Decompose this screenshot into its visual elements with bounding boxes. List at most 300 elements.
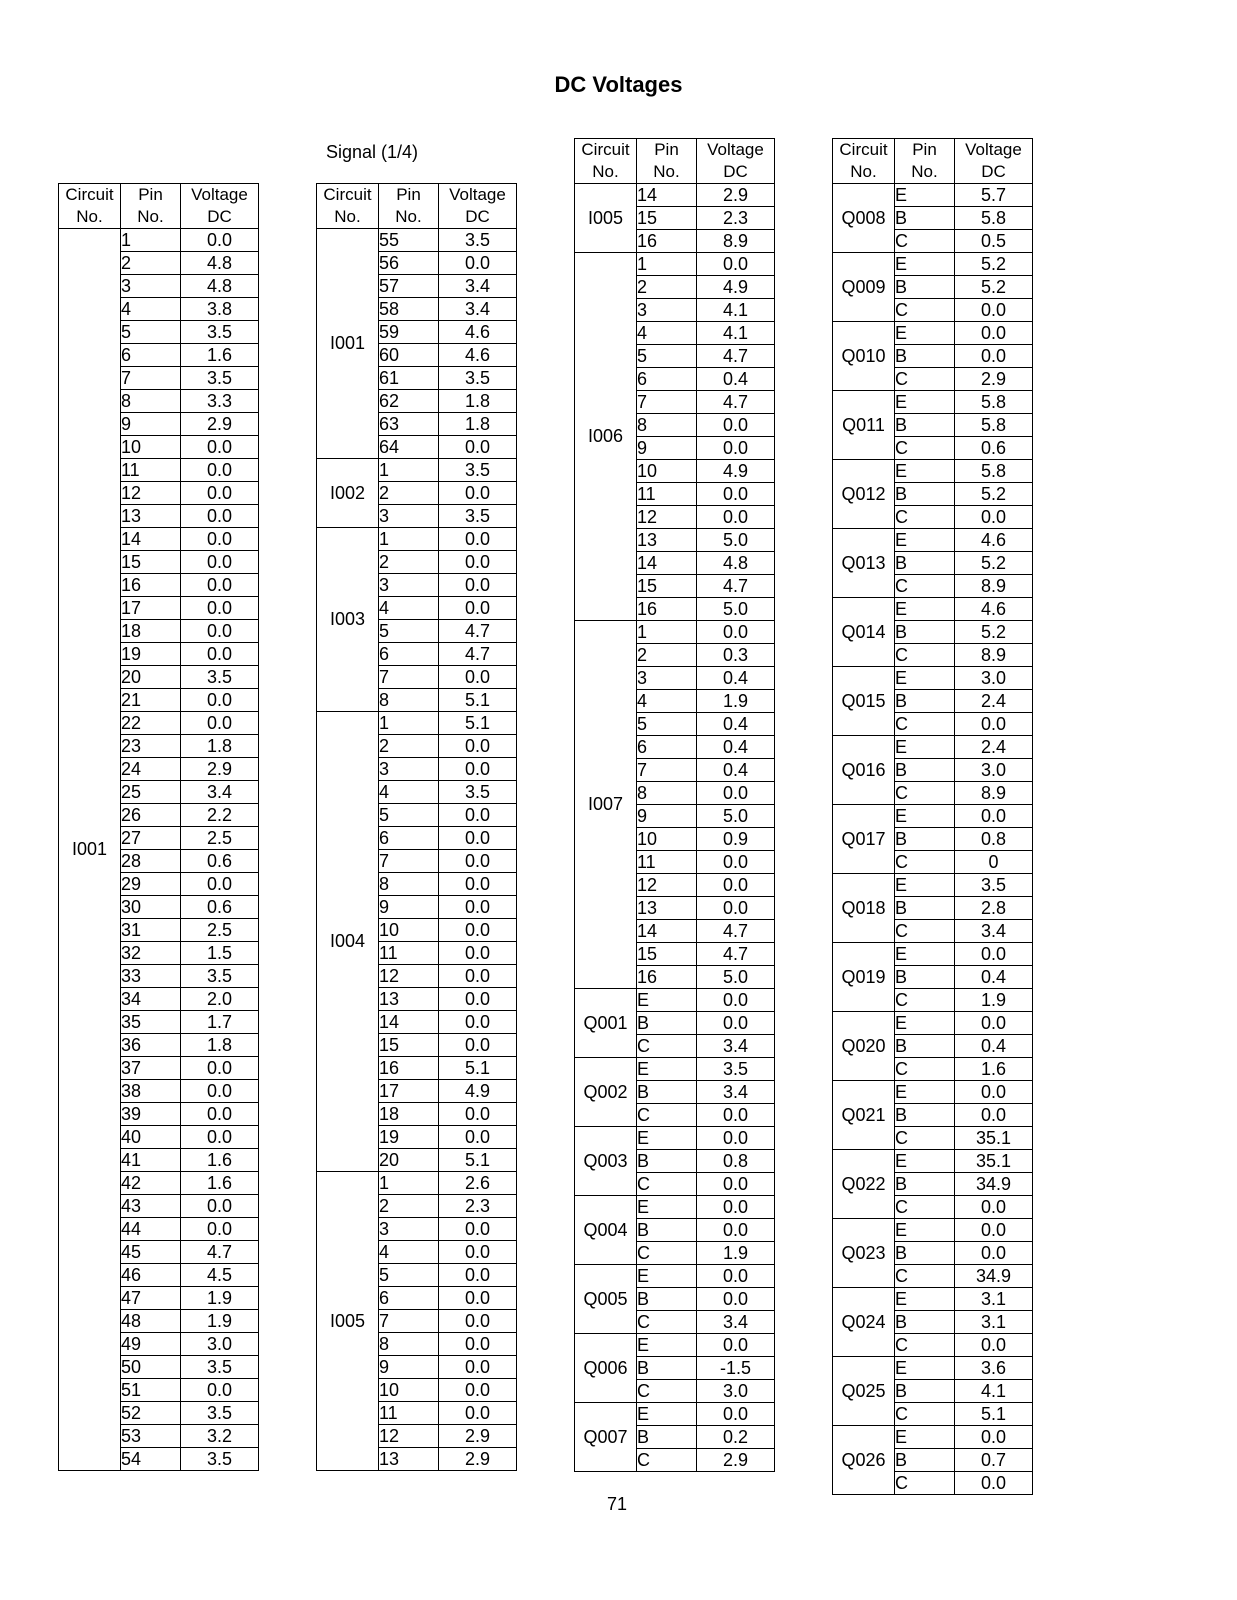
voltage-dc-cell: 0.0 [439, 919, 517, 942]
pin-no-cell: B [895, 1380, 955, 1403]
voltage-dc-cell: 4.1 [697, 299, 775, 322]
circuit-no-cell: I006 [575, 253, 637, 621]
header-voltage-dc: Voltage DC [181, 184, 259, 229]
voltage-dc-cell: 0.4 [697, 667, 775, 690]
table-row [833, 391, 1033, 414]
pin-no-cell: B [637, 1357, 697, 1380]
voltage-dc-cell: 2.2 [181, 804, 259, 827]
voltage-dc-cell: 0.0 [181, 528, 259, 551]
pin-no-cell: 9 [379, 1356, 439, 1379]
table-row [833, 529, 1033, 552]
pin-no-cell: 2 [121, 252, 181, 275]
voltage-dc-cell: 0.0 [439, 1333, 517, 1356]
pin-no-cell: 13 [379, 1448, 439, 1471]
pin-no-cell: 10 [121, 436, 181, 459]
pin-no-cell: 33 [121, 965, 181, 988]
voltage-dc-cell: 1.8 [439, 413, 517, 436]
voltage-dc-cell: 1.9 [697, 1242, 775, 1265]
voltage-dc-cell: 2.9 [697, 184, 775, 207]
voltage-dc-cell: 0.0 [439, 252, 517, 275]
voltage-dc-cell: 5.2 [955, 621, 1033, 644]
pin-no-cell: E [637, 1334, 697, 1357]
voltage-dc-cell: 0.0 [697, 253, 775, 276]
voltage-dc-cell: 0.0 [697, 483, 775, 506]
voltage-dc-cell: 0.9 [697, 828, 775, 851]
voltage-dc-cell: 5.1 [439, 712, 517, 735]
table-row [575, 253, 775, 276]
pin-no-cell: 4 [121, 298, 181, 321]
voltage-dc-cell: 0.0 [439, 1241, 517, 1264]
voltage-dc-cell: 0.0 [181, 1103, 259, 1126]
pin-no-cell: 12 [637, 506, 697, 529]
table-row [59, 229, 259, 252]
pin-no-cell: 9 [637, 437, 697, 460]
pin-no-cell: 3 [637, 667, 697, 690]
pin-no-cell: 45 [121, 1241, 181, 1264]
circuit-no-cell: Q004 [575, 1196, 637, 1265]
pin-no-cell: 2 [379, 551, 439, 574]
pin-no-cell: 10 [379, 919, 439, 942]
voltage-dc-cell: 3.5 [955, 874, 1033, 897]
table-row [317, 459, 517, 482]
pin-no-cell: 15 [121, 551, 181, 574]
voltage-dc-cell: 4.7 [181, 1241, 259, 1264]
voltage-dc-cell: 3.5 [439, 781, 517, 804]
circuit-no-cell: Q015 [833, 667, 895, 736]
voltage-dc-cell: 8.9 [697, 230, 775, 253]
voltage-dc-cell: 2.9 [955, 368, 1033, 391]
pin-no-cell: 46 [121, 1264, 181, 1287]
voltage-dc-cell: 4.7 [439, 620, 517, 643]
pin-no-cell: C [895, 1472, 955, 1495]
pin-no-cell: 9 [637, 805, 697, 828]
voltage-dc-cell: 3.4 [697, 1035, 775, 1058]
voltage-dc-cell: 0.0 [697, 437, 775, 460]
voltage-dc-cell: 0 [955, 851, 1033, 874]
pin-no-cell: 9 [379, 896, 439, 919]
voltage-dc-cell: 3.1 [955, 1311, 1033, 1334]
voltage-dc-cell: 5.0 [697, 966, 775, 989]
circuit-no-cell: Q019 [833, 943, 895, 1012]
voltage-dc-cell: 0.0 [439, 804, 517, 827]
pin-no-cell: E [895, 736, 955, 759]
pin-no-cell: E [895, 184, 955, 207]
voltage-dc-cell: 0.0 [697, 1403, 775, 1426]
voltage-dc-cell: 0.0 [955, 1242, 1033, 1265]
voltage-dc-cell: 3.5 [697, 1058, 775, 1081]
voltage-dc-cell: 1.5 [181, 942, 259, 965]
voltage-dc-cell: 0.0 [439, 758, 517, 781]
table-row [833, 805, 1033, 828]
header-voltage-dc: Voltage DC [697, 139, 775, 184]
circuit-no-cell: I001 [317, 229, 379, 459]
pin-no-cell: 2 [379, 1195, 439, 1218]
pin-no-cell: C [895, 575, 955, 598]
voltage-dc-cell: 3.4 [697, 1311, 775, 1334]
voltage-dc-cell: 0.4 [955, 966, 1033, 989]
voltage-dc-cell: 3.5 [439, 459, 517, 482]
voltage-dc-cell: 3.0 [955, 759, 1033, 782]
voltage-dc-cell: 0.0 [181, 229, 259, 252]
pin-no-cell: E [637, 1058, 697, 1081]
circuit-no-cell: Q011 [833, 391, 895, 460]
voltage-dc-cell: 0.5 [955, 230, 1033, 253]
header-voltage-dc: Voltage DC [439, 184, 517, 229]
voltage-dc-cell: 4.8 [181, 252, 259, 275]
pin-no-cell: 4 [379, 1241, 439, 1264]
pin-no-cell: E [895, 391, 955, 414]
voltage-dc-cell: 5.2 [955, 483, 1033, 506]
voltage-dc-cell: 0.0 [955, 713, 1033, 736]
voltage-dc-cell: 0.0 [439, 1379, 517, 1402]
pin-no-cell: 11 [379, 942, 439, 965]
pin-no-cell: 16 [637, 598, 697, 621]
circuit-no-cell: Q009 [833, 253, 895, 322]
pin-no-cell: C [637, 1242, 697, 1265]
circuit-no-cell: Q014 [833, 598, 895, 667]
header-pin-no: Pin No. [379, 184, 439, 229]
table-row [317, 1172, 517, 1195]
pin-no-cell: C [895, 506, 955, 529]
table-row [575, 621, 775, 644]
table-row [833, 460, 1033, 483]
table-row [833, 1288, 1033, 1311]
pin-no-cell: B [637, 1150, 697, 1173]
table-row [833, 943, 1033, 966]
pin-no-cell: 14 [121, 528, 181, 551]
table-row [833, 598, 1033, 621]
voltage-dc-cell: 0.0 [439, 528, 517, 551]
voltage-table-3 [574, 138, 775, 1472]
pin-no-cell: 58 [379, 298, 439, 321]
pin-no-cell: 7 [379, 1310, 439, 1333]
voltage-dc-cell: 0.6 [181, 850, 259, 873]
pin-no-cell: 10 [379, 1379, 439, 1402]
pin-no-cell: 6 [121, 344, 181, 367]
pin-no-cell: 7 [379, 666, 439, 689]
voltage-dc-cell: 5.2 [955, 253, 1033, 276]
voltage-dc-cell: 0.0 [439, 436, 517, 459]
pin-no-cell: B [637, 1081, 697, 1104]
circuit-no-cell: I001 [59, 229, 121, 1471]
pin-no-cell: 44 [121, 1218, 181, 1241]
voltage-dc-cell: 0.0 [439, 735, 517, 758]
pin-no-cell: 3 [121, 275, 181, 298]
circuit-no-cell: Q005 [575, 1265, 637, 1334]
pin-no-cell: 56 [379, 252, 439, 275]
pin-no-cell: C [895, 1058, 955, 1081]
pin-no-cell: 11 [379, 1402, 439, 1425]
voltage-dc-cell: 2.9 [439, 1425, 517, 1448]
voltage-dc-cell: 2.3 [439, 1195, 517, 1218]
voltage-dc-cell: 5.0 [697, 529, 775, 552]
pin-no-cell: E [895, 322, 955, 345]
pin-no-cell: B [895, 621, 955, 644]
pin-no-cell: E [895, 1219, 955, 1242]
voltage-dc-cell: 5.7 [955, 184, 1033, 207]
voltage-dc-cell: 2.4 [955, 690, 1033, 713]
voltage-dc-cell: 4.9 [697, 460, 775, 483]
voltage-dc-cell: 3.4 [439, 275, 517, 298]
pin-no-cell: 4 [379, 597, 439, 620]
pin-no-cell: 8 [637, 414, 697, 437]
circuit-no-cell: Q018 [833, 874, 895, 943]
pin-no-cell: B [637, 1426, 697, 1449]
pin-no-cell: B [895, 1242, 955, 1265]
circuit-no-cell: Q017 [833, 805, 895, 874]
pin-no-cell: 16 [637, 230, 697, 253]
voltage-dc-cell: 2.3 [697, 207, 775, 230]
voltage-dc-cell: 3.5 [181, 321, 259, 344]
circuit-no-cell: Q006 [575, 1334, 637, 1403]
pin-no-cell: E [895, 667, 955, 690]
voltage-dc-cell: 0.0 [181, 1126, 259, 1149]
table-row [317, 528, 517, 551]
pin-no-cell: 40 [121, 1126, 181, 1149]
voltage-dc-cell: 0.0 [439, 1356, 517, 1379]
pin-no-cell: B [637, 1012, 697, 1035]
pin-no-cell: 19 [121, 643, 181, 666]
voltage-dc-cell: 0.0 [181, 1057, 259, 1080]
table-row [317, 229, 517, 252]
pin-no-cell: 8 [637, 782, 697, 805]
voltage-dc-cell: 0.0 [439, 1402, 517, 1425]
table-row [833, 322, 1033, 345]
circuit-no-cell: Q025 [833, 1357, 895, 1426]
header-voltage-dc: Voltage DC [955, 139, 1033, 184]
pin-no-cell: 30 [121, 896, 181, 919]
pin-no-cell: 23 [121, 735, 181, 758]
voltage-dc-cell: 3.5 [181, 1356, 259, 1379]
voltage-dc-cell: 0.0 [955, 299, 1033, 322]
voltage-dc-cell: 0.0 [697, 1196, 775, 1219]
pin-no-cell: B [895, 897, 955, 920]
pin-no-cell: 22 [121, 712, 181, 735]
pin-no-cell: E [895, 1081, 955, 1104]
pin-no-cell: 34 [121, 988, 181, 1011]
table-row [575, 1265, 775, 1288]
voltage-dc-cell: 0.0 [181, 643, 259, 666]
voltage-dc-cell: 0.4 [955, 1035, 1033, 1058]
pin-no-cell: 7 [637, 391, 697, 414]
pin-no-cell: 9 [121, 413, 181, 436]
voltage-dc-cell: 1.9 [955, 989, 1033, 1012]
voltage-dc-cell: 35.1 [955, 1150, 1033, 1173]
circuit-no-cell: Q013 [833, 529, 895, 598]
voltage-dc-cell: 1.7 [181, 1011, 259, 1034]
page-title: DC Voltages [554, 72, 683, 97]
header-pin-no: Pin No. [121, 184, 181, 229]
pin-no-cell: C [637, 1035, 697, 1058]
pin-no-cell: 48 [121, 1310, 181, 1333]
voltage-dc-cell: 4.6 [955, 529, 1033, 552]
pin-no-cell: E [895, 1150, 955, 1173]
pin-no-cell: C [895, 230, 955, 253]
pin-no-cell: 4 [637, 322, 697, 345]
pin-no-cell: E [895, 943, 955, 966]
voltage-dc-cell: 4.5 [181, 1264, 259, 1287]
voltage-table-1 [58, 183, 259, 1471]
voltage-dc-cell: 0.7 [955, 1449, 1033, 1472]
table-row [575, 184, 775, 207]
voltage-dc-cell: 0.0 [955, 943, 1033, 966]
table-row [833, 1081, 1033, 1104]
pin-no-cell: 14 [379, 1011, 439, 1034]
voltage-dc-cell: 0.4 [697, 759, 775, 782]
pin-no-cell: 2 [637, 276, 697, 299]
voltage-dc-cell: 4.7 [697, 943, 775, 966]
voltage-table-4 [832, 138, 1033, 1495]
voltage-dc-cell: 0.0 [955, 506, 1033, 529]
pin-no-cell: 13 [637, 529, 697, 552]
pin-no-cell: 25 [121, 781, 181, 804]
voltage-dc-cell: 1.6 [181, 1172, 259, 1195]
voltage-dc-cell: 0.0 [955, 805, 1033, 828]
voltage-dc-cell: 1.6 [955, 1058, 1033, 1081]
voltage-dc-cell: 4.9 [439, 1080, 517, 1103]
pin-no-cell: 53 [121, 1425, 181, 1448]
voltage-dc-cell: 4.6 [439, 321, 517, 344]
table-row [833, 184, 1033, 207]
pin-no-cell: B [895, 828, 955, 851]
pin-no-cell: 17 [121, 597, 181, 620]
pin-no-cell: B [895, 276, 955, 299]
voltage-dc-cell: 0.0 [439, 1264, 517, 1287]
table-row [833, 253, 1033, 276]
voltage-dc-cell: 34.9 [955, 1265, 1033, 1288]
pin-no-cell: 14 [637, 184, 697, 207]
pin-no-cell: C [895, 1196, 955, 1219]
pin-no-cell: 50 [121, 1356, 181, 1379]
voltage-dc-cell: 0.0 [181, 1379, 259, 1402]
pin-no-cell: B [895, 1311, 955, 1334]
voltage-dc-cell: 0.0 [697, 851, 775, 874]
pin-no-cell: 11 [637, 483, 697, 506]
pin-no-cell: 20 [379, 1149, 439, 1172]
voltage-dc-cell: 3.5 [181, 367, 259, 390]
pin-no-cell: 11 [637, 851, 697, 874]
voltage-dc-cell: 0.0 [181, 1080, 259, 1103]
table-row [833, 1012, 1033, 1035]
pin-no-cell: 41 [121, 1149, 181, 1172]
circuit-no-cell: I004 [317, 712, 379, 1172]
voltage-dc-cell: 0.8 [955, 828, 1033, 851]
pin-no-cell: B [637, 1288, 697, 1311]
pin-no-cell: 8 [121, 390, 181, 413]
pin-no-cell: E [895, 460, 955, 483]
pin-no-cell: 12 [121, 482, 181, 505]
circuit-no-cell: Q026 [833, 1426, 895, 1495]
pin-no-cell: 1 [637, 253, 697, 276]
voltage-dc-cell: 5.8 [955, 207, 1033, 230]
voltage-dc-cell: 0.2 [697, 1426, 775, 1449]
pin-no-cell: 8 [379, 1333, 439, 1356]
voltage-dc-cell: 3.4 [955, 920, 1033, 943]
pin-no-cell: B [895, 690, 955, 713]
pin-no-cell: B [895, 966, 955, 989]
pin-no-cell: 7 [637, 759, 697, 782]
voltage-dc-cell: 0.0 [181, 574, 259, 597]
voltage-dc-cell: 0.0 [697, 1288, 775, 1311]
circuit-no-cell: Q020 [833, 1012, 895, 1081]
voltage-dc-cell: 4.7 [697, 575, 775, 598]
voltage-dc-cell: 0.0 [439, 1310, 517, 1333]
pin-no-cell: E [637, 1403, 697, 1426]
voltage-dc-cell: 3.8 [181, 298, 259, 321]
page-number: 71 [606, 1494, 628, 1514]
pin-no-cell: 18 [121, 620, 181, 643]
voltage-dc-cell: 0.0 [439, 1034, 517, 1057]
voltage-dc-cell: 0.0 [955, 1334, 1033, 1357]
voltage-dc-cell: 0.0 [697, 621, 775, 644]
pin-no-cell: 51 [121, 1379, 181, 1402]
voltage-dc-cell: 0.0 [181, 436, 259, 459]
pin-no-cell: C [895, 1265, 955, 1288]
table-row [575, 1403, 775, 1426]
pin-no-cell: E [895, 1357, 955, 1380]
voltage-dc-cell: 4.8 [697, 552, 775, 575]
voltage-dc-cell: 0.0 [181, 482, 259, 505]
pin-no-cell: 6 [637, 736, 697, 759]
voltage-dc-cell: 0.0 [955, 1012, 1033, 1035]
voltage-dc-cell: 5.1 [439, 1057, 517, 1080]
pin-no-cell: B [895, 1173, 955, 1196]
pin-no-cell: E [637, 1196, 697, 1219]
pin-no-cell: C [637, 1104, 697, 1127]
pin-no-cell: 2 [379, 735, 439, 758]
circuit-no-cell: Q008 [833, 184, 895, 253]
voltage-dc-cell: 0.0 [181, 505, 259, 528]
voltage-dc-cell: 1.8 [181, 735, 259, 758]
pin-no-cell: 47 [121, 1287, 181, 1310]
pin-no-cell: 28 [121, 850, 181, 873]
pin-no-cell: B [895, 345, 955, 368]
voltage-dc-cell: 8.9 [955, 575, 1033, 598]
voltage-dc-cell: 1.8 [439, 390, 517, 413]
pin-no-cell: 35 [121, 1011, 181, 1034]
pin-no-cell: 49 [121, 1333, 181, 1356]
voltage-dc-cell: 0.0 [697, 1104, 775, 1127]
voltage-dc-cell: 4.6 [439, 344, 517, 367]
voltage-dc-cell: 5.1 [439, 1149, 517, 1172]
table-row [833, 1357, 1033, 1380]
table-row [833, 1426, 1033, 1449]
pin-no-cell: 26 [121, 804, 181, 827]
pin-no-cell: 27 [121, 827, 181, 850]
pin-no-cell: 54 [121, 1448, 181, 1471]
voltage-dc-cell: 3.5 [439, 229, 517, 252]
voltage-dc-cell: 0.0 [955, 322, 1033, 345]
pin-no-cell: 10 [637, 460, 697, 483]
voltage-dc-cell: 1.9 [697, 690, 775, 713]
voltage-dc-cell: 0.0 [181, 459, 259, 482]
pin-no-cell: 18 [379, 1103, 439, 1126]
voltage-dc-cell: 3.5 [439, 367, 517, 390]
circuit-no-cell: I003 [317, 528, 379, 712]
section-subtitle: Signal (1/4) [326, 142, 419, 162]
pin-no-cell: 60 [379, 344, 439, 367]
voltage-dc-cell: 4.1 [955, 1380, 1033, 1403]
voltage-dc-cell: 0.0 [697, 1219, 775, 1242]
voltage-dc-cell: 3.5 [181, 965, 259, 988]
voltage-dc-cell: 3.3 [181, 390, 259, 413]
voltage-dc-cell: 5.8 [955, 460, 1033, 483]
voltage-dc-cell: 3.0 [955, 667, 1033, 690]
voltage-dc-cell: 0.0 [955, 1426, 1033, 1449]
pin-no-cell: 7 [379, 850, 439, 873]
voltage-dc-cell: 0.0 [439, 597, 517, 620]
pin-no-cell: B [895, 207, 955, 230]
